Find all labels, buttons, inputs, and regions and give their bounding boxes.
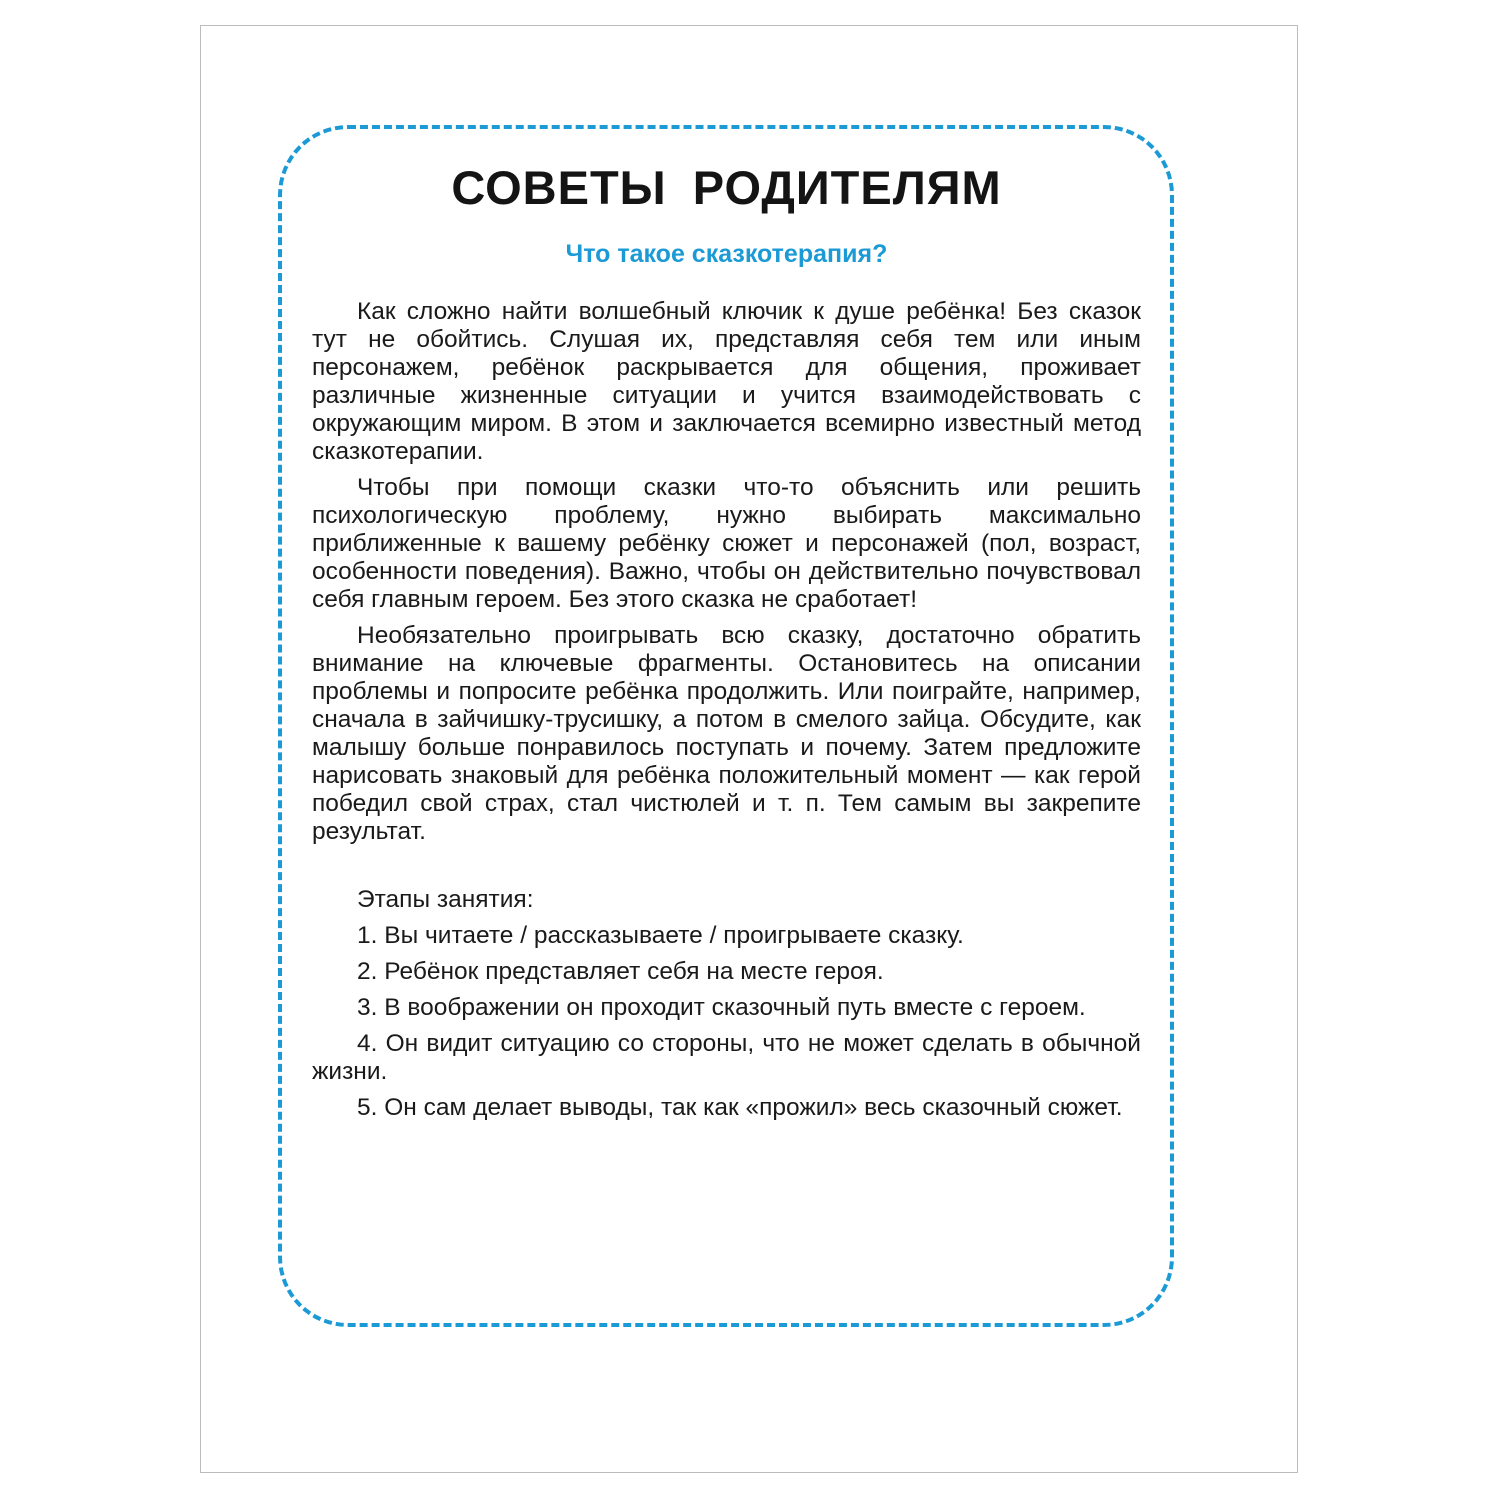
page-title: СОВЕТЫ РОДИТЕЛЯМ [451,161,1002,214]
section-subtitle: Что такое сказкотерапия? [565,240,888,268]
content-area [312,160,1141,1130]
steps-heading: Этапы занятия: [357,886,534,913]
paragraph: Как сложно найти волшебный ключик к душе ребёнка! Без сказок тут не обойтись. Слушая их, представляя себя тем или иным персонажем, ребёнок раскрывается для общения, проживает различные жизненные ситуации и учится взаимодействовать с окружающим миром. В этом и заключается всемирно известный метод сказкотерапии. [312,298,1141,465]
step-item: 1. Вы читаете / рассказываете / проигрываете сказку. [357,922,964,949]
step-item: 5. Он сам делает выводы, так как «прожил» весь сказочный сюжет. [357,1094,1123,1121]
paragraph: Чтобы при помощи сказки что-то объяснить или решить психологическую проблему, нужно выбирать максимально приближенные к вашему ребёнку сюжет и персонажей (пол, возраст, особенности поведения). Важно, чтобы он действительно почувствовал себя главным героем. Без этого сказка не сработает! [312,474,1141,613]
body-text [312,298,1141,846]
step-item: 3. В воображении он проходит сказочный путь вместе с героем. [357,994,1086,1021]
step-item: 2. Ребёнок представляет себя на месте героя. [357,958,884,985]
step-item: 4. Он видит ситуацию со стороны, что не может сделать в обычной жизни. [312,1030,1141,1085]
steps-list [312,886,1141,1122]
paragraph: Необязательно проигрывать всю сказку, достаточно обратить внимание на ключевые фрагменты. Остановитесь на описании проблемы и попросите ребёнка продолжить. Или поиграйте, например, сначала в зайчишку-трусишку, а потом в смелого зайца. Обсудите, как малышу больше понравилось поступать и почему. Затем предложите нарисовать знаковый для ребёнка положительный момент — как герой победил свой страх, стал чистюлей и т. п. Тем самым вы закрепите результат. [312,622,1141,845]
